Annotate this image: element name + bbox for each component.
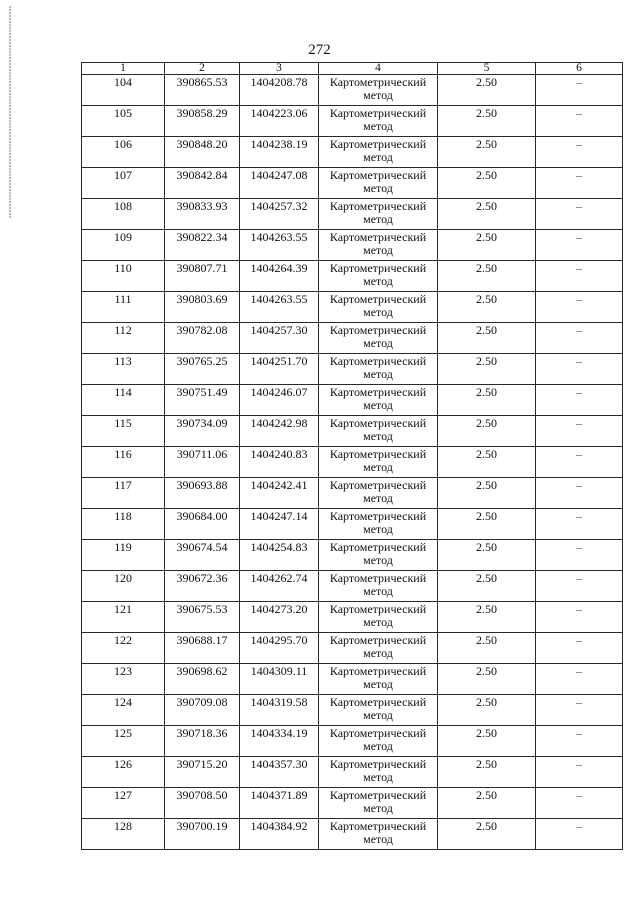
table-row [82, 261, 623, 292]
precision-cell: 2.50 [438, 230, 536, 261]
method-cell [319, 168, 438, 199]
point-number-cell: 115 [82, 416, 165, 447]
scan-binding-edge [9, 6, 11, 218]
table-row [82, 447, 623, 478]
y-coordinate-cell: 1404223.06 [240, 106, 319, 137]
x-coordinate-cell: 390708.50 [165, 788, 240, 819]
method-cell [319, 571, 438, 602]
method-cell [319, 757, 438, 788]
method-cell [319, 695, 438, 726]
x-coordinate-cell: 390807.71 [165, 261, 240, 292]
method-cell [319, 540, 438, 571]
method-text: метод [363, 615, 393, 629]
method-cell [319, 75, 438, 106]
x-coordinate-cell: 390711.06 [165, 447, 240, 478]
method-cell [319, 509, 438, 540]
method-text: Картометрический [329, 695, 427, 709]
point-number-cell: 127 [82, 788, 165, 819]
method-text: Картометрический [329, 137, 427, 151]
y-coordinate-cell: 1404309.11 [240, 664, 319, 695]
method-text: Картометрический [329, 819, 427, 833]
precision-cell: 2.50 [438, 571, 536, 602]
x-coordinate-cell: 390700.19 [165, 819, 240, 850]
y-coordinate-cell: 1404357.30 [240, 757, 319, 788]
method-text: метод [363, 150, 393, 164]
method-text: метод [363, 88, 393, 102]
y-coordinate-cell: 1404208.78 [240, 75, 319, 106]
method-text: Картометрический [329, 447, 427, 461]
point-number-cell: 106 [82, 137, 165, 168]
note-cell: – [536, 354, 623, 385]
method-text: Картометрический [329, 230, 427, 244]
note-cell: – [536, 323, 623, 354]
y-coordinate-cell: 1404263.55 [240, 292, 319, 323]
precision-cell: 2.50 [438, 106, 536, 137]
point-number-cell: 107 [82, 168, 165, 199]
page-number: 272 [308, 42, 331, 58]
method-text: Картометрический [329, 478, 427, 492]
note-cell: – [536, 447, 623, 478]
x-coordinate-cell: 390693.88 [165, 478, 240, 509]
table-row [82, 819, 623, 850]
method-text: метод [363, 460, 393, 474]
method-text: метод [363, 429, 393, 443]
y-coordinate-cell: 1404295.70 [240, 633, 319, 664]
x-coordinate-cell: 390803.69 [165, 292, 240, 323]
y-coordinate-cell: 1404273.20 [240, 602, 319, 633]
point-number-cell: 118 [82, 509, 165, 540]
precision-cell: 2.50 [438, 757, 536, 788]
table-row [82, 106, 623, 137]
note-cell: – [536, 385, 623, 416]
y-coordinate-cell: 1404257.32 [240, 199, 319, 230]
x-coordinate-cell: 390675.53 [165, 602, 240, 633]
point-number-cell: 119 [82, 540, 165, 571]
method-text: метод [363, 584, 393, 598]
precision-cell: 2.50 [438, 695, 536, 726]
precision-cell: 2.50 [438, 354, 536, 385]
method-cell [319, 354, 438, 385]
coordinates-table [81, 62, 623, 850]
table-row [82, 168, 623, 199]
method-text: Картометрический [329, 292, 427, 306]
note-cell: – [536, 757, 623, 788]
point-number-cell: 117 [82, 478, 165, 509]
point-number-cell: 123 [82, 664, 165, 695]
point-number-cell: 108 [82, 199, 165, 230]
x-coordinate-cell: 390822.34 [165, 230, 240, 261]
point-number-cell: 104 [82, 75, 165, 106]
table-row [82, 323, 623, 354]
method-cell [319, 323, 438, 354]
x-coordinate-cell: 390751.49 [165, 385, 240, 416]
table-row [82, 75, 623, 106]
precision-cell: 2.50 [438, 137, 536, 168]
note-cell: – [536, 292, 623, 323]
method-cell [319, 602, 438, 633]
method-text: Картометрический [329, 75, 427, 89]
method-text: Картометрический [329, 168, 427, 182]
point-number-cell: 109 [82, 230, 165, 261]
method-text: метод [363, 181, 393, 195]
x-coordinate-cell: 390709.08 [165, 695, 240, 726]
method-text: метод [363, 212, 393, 226]
note-cell: – [536, 726, 623, 757]
table-row [82, 354, 623, 385]
method-cell [319, 416, 438, 447]
note-cell: – [536, 106, 623, 137]
method-text: метод [363, 677, 393, 691]
table-header-row [82, 63, 623, 75]
precision-cell: 2.50 [438, 168, 536, 199]
table-row [82, 602, 623, 633]
method-text: Картометрический [329, 385, 427, 399]
method-text: метод [363, 491, 393, 505]
x-coordinate-cell: 390858.29 [165, 106, 240, 137]
method-text: Картометрический [329, 540, 427, 554]
method-cell [319, 788, 438, 819]
method-cell [319, 199, 438, 230]
x-coordinate-cell: 390715.20 [165, 757, 240, 788]
method-text: метод [363, 336, 393, 350]
precision-cell: 2.50 [438, 385, 536, 416]
method-cell [319, 230, 438, 261]
method-text: Картометрический [329, 354, 427, 368]
note-cell: – [536, 416, 623, 447]
note-cell: – [536, 168, 623, 199]
method-cell [319, 478, 438, 509]
table-row [82, 540, 623, 571]
method-text: Картометрический [329, 571, 427, 585]
method-text: метод [363, 553, 393, 567]
table-row [82, 757, 623, 788]
point-number-cell: 114 [82, 385, 165, 416]
precision-cell: 2.50 [438, 540, 536, 571]
method-text: Картометрический [329, 261, 427, 275]
method-text: метод [363, 119, 393, 133]
x-coordinate-cell: 390718.36 [165, 726, 240, 757]
y-coordinate-cell: 1404247.08 [240, 168, 319, 199]
method-text: Картометрический [329, 788, 427, 802]
note-cell: – [536, 788, 623, 819]
point-number-cell: 110 [82, 261, 165, 292]
column-header: 3 [240, 63, 319, 75]
point-number-cell: 113 [82, 354, 165, 385]
point-number-cell: 121 [82, 602, 165, 633]
note-cell: – [536, 695, 623, 726]
y-coordinate-cell: 1404246.07 [240, 385, 319, 416]
method-cell [319, 106, 438, 137]
precision-cell: 2.50 [438, 199, 536, 230]
method-cell [319, 385, 438, 416]
note-cell: – [536, 478, 623, 509]
precision-cell: 2.50 [438, 75, 536, 106]
precision-cell: 2.50 [438, 292, 536, 323]
method-text: метод [363, 305, 393, 319]
column-header: 4 [319, 63, 438, 75]
table-row [82, 478, 623, 509]
method-text: Картометрический [329, 106, 427, 120]
x-coordinate-cell: 390688.17 [165, 633, 240, 664]
x-coordinate-cell: 390698.62 [165, 664, 240, 695]
method-text: метод [363, 708, 393, 722]
note-cell: – [536, 540, 623, 571]
point-number-cell: 112 [82, 323, 165, 354]
table-row [82, 664, 623, 695]
point-number-cell: 124 [82, 695, 165, 726]
method-text: Картометрический [329, 602, 427, 616]
method-text: метод [363, 832, 393, 846]
table-row [82, 788, 623, 819]
point-number-cell: 120 [82, 571, 165, 602]
x-coordinate-cell: 390782.08 [165, 323, 240, 354]
point-number-cell: 122 [82, 633, 165, 664]
note-cell: – [536, 509, 623, 540]
method-text: метод [363, 274, 393, 288]
y-coordinate-cell: 1404254.83 [240, 540, 319, 571]
method-text: метод [363, 646, 393, 660]
precision-cell: 2.50 [438, 788, 536, 819]
method-text: Картометрический [329, 509, 427, 523]
point-number-cell: 111 [82, 292, 165, 323]
method-text: метод [363, 801, 393, 815]
precision-cell: 2.50 [438, 261, 536, 292]
method-text: метод [363, 770, 393, 784]
x-coordinate-cell: 390674.54 [165, 540, 240, 571]
y-coordinate-cell: 1404238.19 [240, 137, 319, 168]
table-row [82, 726, 623, 757]
table-row [82, 199, 623, 230]
precision-cell: 2.50 [438, 509, 536, 540]
table-row [82, 137, 623, 168]
table-row [82, 230, 623, 261]
y-coordinate-cell: 1404262.74 [240, 571, 319, 602]
note-cell: – [536, 571, 623, 602]
method-cell [319, 447, 438, 478]
method-cell [319, 819, 438, 850]
x-coordinate-cell: 390734.09 [165, 416, 240, 447]
method-cell [319, 137, 438, 168]
y-coordinate-cell: 1404242.98 [240, 416, 319, 447]
method-text: Картометрический [329, 323, 427, 337]
point-number-cell: 125 [82, 726, 165, 757]
method-cell [319, 633, 438, 664]
y-coordinate-cell: 1404263.55 [240, 230, 319, 261]
method-text: метод [363, 739, 393, 753]
point-number-cell: 116 [82, 447, 165, 478]
precision-cell: 2.50 [438, 633, 536, 664]
note-cell: – [536, 602, 623, 633]
x-coordinate-cell: 390865.53 [165, 75, 240, 106]
precision-cell: 2.50 [438, 478, 536, 509]
y-coordinate-cell: 1404334.19 [240, 726, 319, 757]
table-row [82, 633, 623, 664]
x-coordinate-cell: 390765.25 [165, 354, 240, 385]
method-cell [319, 261, 438, 292]
table-row [82, 416, 623, 447]
precision-cell: 2.50 [438, 416, 536, 447]
method-text: Картометрический [329, 633, 427, 647]
method-text: метод [363, 398, 393, 412]
x-coordinate-cell: 390842.84 [165, 168, 240, 199]
y-coordinate-cell: 1404384.92 [240, 819, 319, 850]
note-cell: – [536, 664, 623, 695]
method-text: Картометрический [329, 664, 427, 678]
y-coordinate-cell: 1404247.14 [240, 509, 319, 540]
y-coordinate-cell: 1404242.41 [240, 478, 319, 509]
y-coordinate-cell: 1404251.70 [240, 354, 319, 385]
table-body [82, 63, 623, 850]
precision-cell: 2.50 [438, 602, 536, 633]
point-number-cell: 128 [82, 819, 165, 850]
note-cell: – [536, 75, 623, 106]
note-cell: – [536, 230, 623, 261]
precision-cell: 2.50 [438, 664, 536, 695]
y-coordinate-cell: 1404371.89 [240, 788, 319, 819]
x-coordinate-cell: 390848.20 [165, 137, 240, 168]
method-text: метод [363, 243, 393, 257]
note-cell: – [536, 199, 623, 230]
method-text: метод [363, 522, 393, 536]
column-header: 2 [165, 63, 240, 75]
method-cell [319, 292, 438, 323]
note-cell: – [536, 819, 623, 850]
note-cell: – [536, 137, 623, 168]
precision-cell: 2.50 [438, 819, 536, 850]
table-row [82, 509, 623, 540]
y-coordinate-cell: 1404240.83 [240, 447, 319, 478]
method-cell [319, 726, 438, 757]
x-coordinate-cell: 390672.36 [165, 571, 240, 602]
column-header: 5 [438, 63, 536, 75]
x-coordinate-cell: 390684.00 [165, 509, 240, 540]
table-row [82, 385, 623, 416]
precision-cell: 2.50 [438, 726, 536, 757]
column-header: 1 [82, 63, 165, 75]
note-cell: – [536, 633, 623, 664]
table-row [82, 695, 623, 726]
point-number-cell: 105 [82, 106, 165, 137]
method-cell [319, 664, 438, 695]
y-coordinate-cell: 1404257.30 [240, 323, 319, 354]
note-cell: – [536, 261, 623, 292]
y-coordinate-cell: 1404319.58 [240, 695, 319, 726]
x-coordinate-cell: 390833.93 [165, 199, 240, 230]
point-number-cell: 126 [82, 757, 165, 788]
table-row [82, 571, 623, 602]
method-text: Картометрический [329, 726, 427, 740]
y-coordinate-cell: 1404264.39 [240, 261, 319, 292]
method-text: метод [363, 367, 393, 381]
method-text: Картометрический [329, 416, 427, 430]
method-text: Картометрический [329, 199, 427, 213]
table-row [82, 292, 623, 323]
method-text: Картометрический [329, 757, 427, 771]
precision-cell: 2.50 [438, 447, 536, 478]
precision-cell: 2.50 [438, 323, 536, 354]
column-header: 6 [536, 63, 623, 75]
